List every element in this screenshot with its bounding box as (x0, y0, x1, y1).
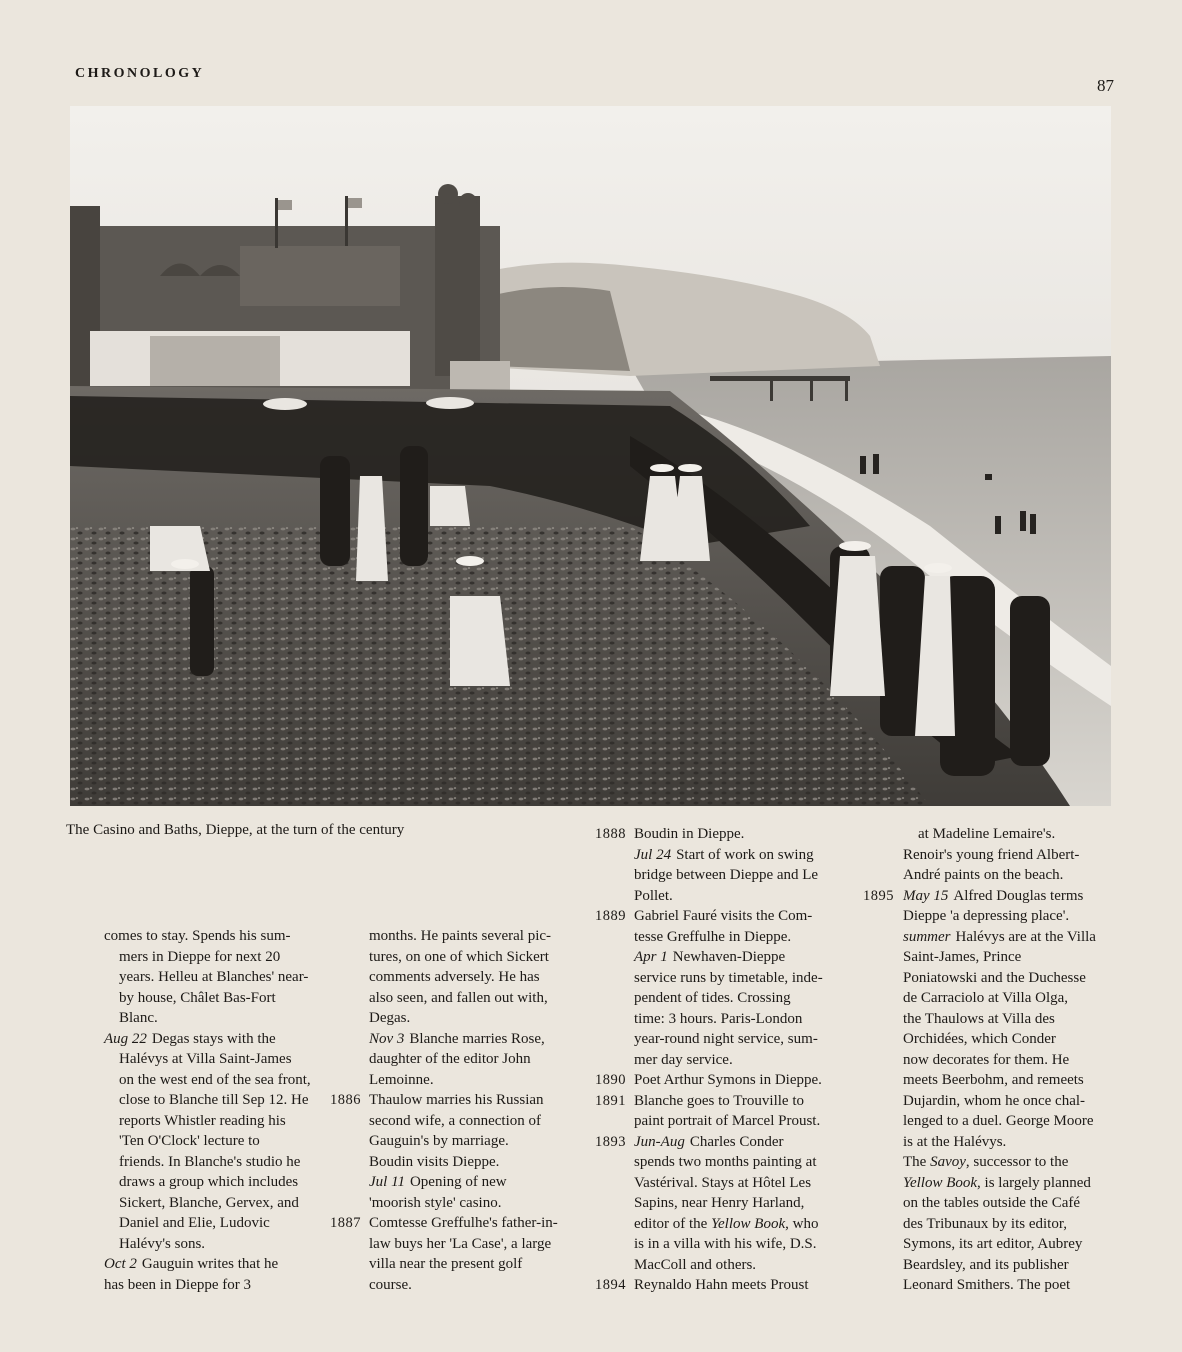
text-line: second wife, a connection of (369, 1112, 542, 1129)
page-number: 87 (1097, 76, 1114, 95)
text-line: by house, Châlet Bas-Fort (119, 989, 276, 1006)
text-line: Blanche goes to Trouville to (634, 1092, 804, 1109)
text-line: spends two months painting at (634, 1154, 817, 1170)
entry-year: 1889 (595, 908, 626, 924)
text-line: months. He paints several pic- (369, 928, 552, 944)
entry-aug-22 (104, 1029, 319, 1255)
text-line: pendent of tides. Crossing (634, 990, 791, 1006)
title-savoy: Savoy (930, 1154, 966, 1170)
text-line: Symons, its art editor, Aubrey (903, 1236, 1083, 1252)
entry-date: summer (903, 928, 951, 945)
entry-year: 1890 (595, 1072, 626, 1088)
text-line: law buys her 'La Case', a large (369, 1235, 552, 1252)
running-head: CHRONOLOGY (75, 66, 205, 81)
text-line: draws a group which includes (119, 1174, 299, 1190)
text-line: Comtesse Greffulhe's father-in- (369, 1215, 558, 1231)
text-line: lenged to a duel. George Moore (903, 1113, 1094, 1129)
text-line: has been in Dieppe for 3 (104, 1276, 252, 1293)
entry-year: 1888 (595, 826, 626, 842)
text-line: tures, on one of which Sickert (369, 948, 549, 965)
text-line: the Thaulows at Villa des (903, 1010, 1055, 1027)
text-line: Sickert, Blanche, Gervex, and (119, 1194, 299, 1211)
text-line: reports Whistler reading his (119, 1112, 286, 1129)
text-line: years. Helleu at Blanches' near- (119, 969, 309, 985)
text-line: de Carraciolo at Villa Olga, (903, 990, 1069, 1006)
text-line: year-round night service, sum- (634, 1031, 818, 1047)
text-line: Dieppe 'a depressing place'. (903, 908, 1070, 924)
text-line: villa near the present golf (369, 1256, 523, 1272)
entry-1890 (595, 1070, 854, 1091)
text-line: des Tribunaux by its editor, (903, 1215, 1067, 1232)
entry-1888 (595, 824, 854, 906)
text-line: now decorates for them. He (903, 1051, 1070, 1068)
text-line: is in a villa with his wife, D.S. (634, 1236, 817, 1252)
text-line: mer day service. (634, 1051, 733, 1068)
text-line: Daniel and Elie, Ludovic (119, 1215, 270, 1231)
chronology-column-2 (330, 926, 584, 1295)
text-line: Poniatowski and the Duchesse (903, 969, 1086, 986)
text-line: Degas. (369, 1010, 411, 1026)
text-line: friends. In Blanche's studio he (119, 1153, 301, 1170)
entry-date: Apr 1 (634, 949, 668, 965)
text-line: Boudin visits Dieppe. (369, 1153, 500, 1170)
text-line: Halévys are at the Villa (955, 928, 1096, 945)
entry-year: 1886 (330, 1092, 361, 1108)
text-line: Degas stays with the (151, 1030, 276, 1047)
entry-continued (104, 926, 319, 1029)
text-line (903, 1152, 1133, 1173)
entry-year: 1893 (595, 1133, 626, 1150)
text-line: bridge between Dieppe and Le (634, 867, 819, 883)
text-line: Opening of new (409, 1174, 507, 1190)
text-line: Halévy's sons. (119, 1235, 206, 1252)
text-line: Alfred Douglas terms (953, 887, 1084, 904)
beach-photograph (70, 106, 1111, 806)
entry-oct-2 (104, 1254, 319, 1295)
entry-1893 (595, 1132, 854, 1276)
text-fragment: , successor to the (965, 1154, 1069, 1170)
entry-1895 (863, 886, 1133, 1296)
entry-year: 1887 (330, 1215, 361, 1231)
text-line: Halévys at Villa Saint-James (119, 1051, 292, 1067)
entry-date: Nov 3 (369, 1030, 405, 1047)
entry-continued (903, 824, 1133, 886)
text-fragment: , who (785, 1215, 819, 1232)
text-line: on the west end of the sea front, (119, 1071, 311, 1088)
text-line: André paints on the beach. (903, 867, 1064, 883)
text-fragment: editor of the (634, 1215, 712, 1232)
text-line: mers in Dieppe for next 20 (119, 948, 281, 965)
title-yellow-book: Yellow Book (903, 1174, 978, 1191)
text-line: comes to stay. Spends his sum- (104, 928, 291, 944)
text-line: MacColl and others. (634, 1256, 757, 1273)
chronology-column-4 (863, 824, 1133, 1296)
text-line: Blanche marries Rose, (409, 1030, 545, 1047)
chronology-column-3 (595, 824, 854, 1296)
entry-1887 (330, 1213, 584, 1295)
text-line: Orchidées, which Conder (903, 1031, 1056, 1047)
text-line: Boudin in Dieppe. (634, 826, 745, 842)
text-line: Reynaldo Hahn meets Proust (634, 1277, 809, 1293)
entry-1891 (595, 1091, 854, 1132)
text-line: course. (369, 1276, 412, 1293)
text-fragment: , is largely planned (977, 1174, 1091, 1191)
text-line: Start of work on swing (676, 846, 814, 863)
text-line: 'moorish style' casino. (369, 1194, 502, 1211)
text-line: Poet Arthur Symons in Dieppe. (634, 1072, 822, 1088)
entry-1889 (595, 906, 854, 1070)
entry-year: 1894 (595, 1277, 626, 1293)
text-line: Beardsley, and its publisher (903, 1256, 1069, 1273)
entry-date: Jun-Aug (634, 1133, 685, 1150)
text-line: Dujardin, whom he once chal- (903, 1092, 1086, 1109)
text-line: on the tables outside the Café (903, 1195, 1081, 1211)
text-line: Renoir's young friend Albert- (903, 846, 1080, 863)
entry-1886 (330, 1090, 584, 1213)
text-line (634, 1214, 854, 1235)
entry-date: Jul 24 (634, 846, 672, 863)
text-line: Leonard Smithers. The poet (903, 1277, 1071, 1293)
text-line: Pollet. (634, 887, 673, 904)
figure-caption: The Casino and Baths, Dieppe, at the turn of the century (66, 822, 405, 838)
text-line: also seen, and fallen out with, (369, 989, 548, 1006)
title-yellow-book: Yellow Book (711, 1215, 786, 1232)
text-line: Saint-James, Prince (903, 949, 1022, 965)
entry-year: 1895 (863, 887, 894, 904)
entry-date: Aug 22 (104, 1030, 147, 1047)
text-line: Thaulow marries his Russian (369, 1092, 544, 1108)
text-line: Charles Conder (689, 1133, 784, 1150)
text-line: Gabriel Fauré visits the Com- (634, 908, 813, 924)
text-line: comments adversely. He has (369, 969, 540, 985)
entry-nov-3 (369, 1029, 584, 1091)
text-line: paint portrait of Marcel Proust. (634, 1113, 821, 1129)
text-line (903, 1173, 1133, 1194)
text-line: Lemoinne. (369, 1071, 434, 1088)
text-line: daughter of the editor John (369, 1051, 531, 1067)
text-line: 'Ten O'Clock' lecture to (119, 1133, 260, 1149)
text-line: time: 3 hours. Paris-London (634, 1010, 803, 1027)
text-line: Gauguin's by marriage. (369, 1133, 509, 1149)
entry-1894 (595, 1275, 854, 1296)
text-line: is at the Halévys. (903, 1133, 1007, 1150)
chronology-column-1 (104, 926, 319, 1295)
text-line: Blanc. (119, 1010, 158, 1026)
text-line: at Madeline Lemaire's. (918, 826, 1056, 842)
text-line: Gauguin writes that he (141, 1256, 279, 1272)
entry-date: May 15 (903, 887, 949, 904)
text-line: Vastérival. Stays at Hôtel Les (634, 1174, 812, 1191)
entry-continued (369, 926, 584, 1029)
text-line: Newhaven-Dieppe (672, 949, 786, 965)
text-fragment: The (903, 1154, 931, 1170)
text-line: tesse Greffulhe in Dieppe. (634, 928, 792, 945)
text-line: meets Beerbohm, and remeets (903, 1072, 1084, 1088)
text-line: service runs by timetable, inde- (634, 969, 823, 986)
entry-year: 1891 (595, 1092, 626, 1109)
text-line: close to Blanche till Sep 12. He (119, 1092, 309, 1108)
text-line: Sapins, near Henry Harland, (634, 1195, 805, 1211)
entry-date: Oct 2 (104, 1256, 137, 1272)
entry-date: Jul 11 (369, 1174, 405, 1190)
